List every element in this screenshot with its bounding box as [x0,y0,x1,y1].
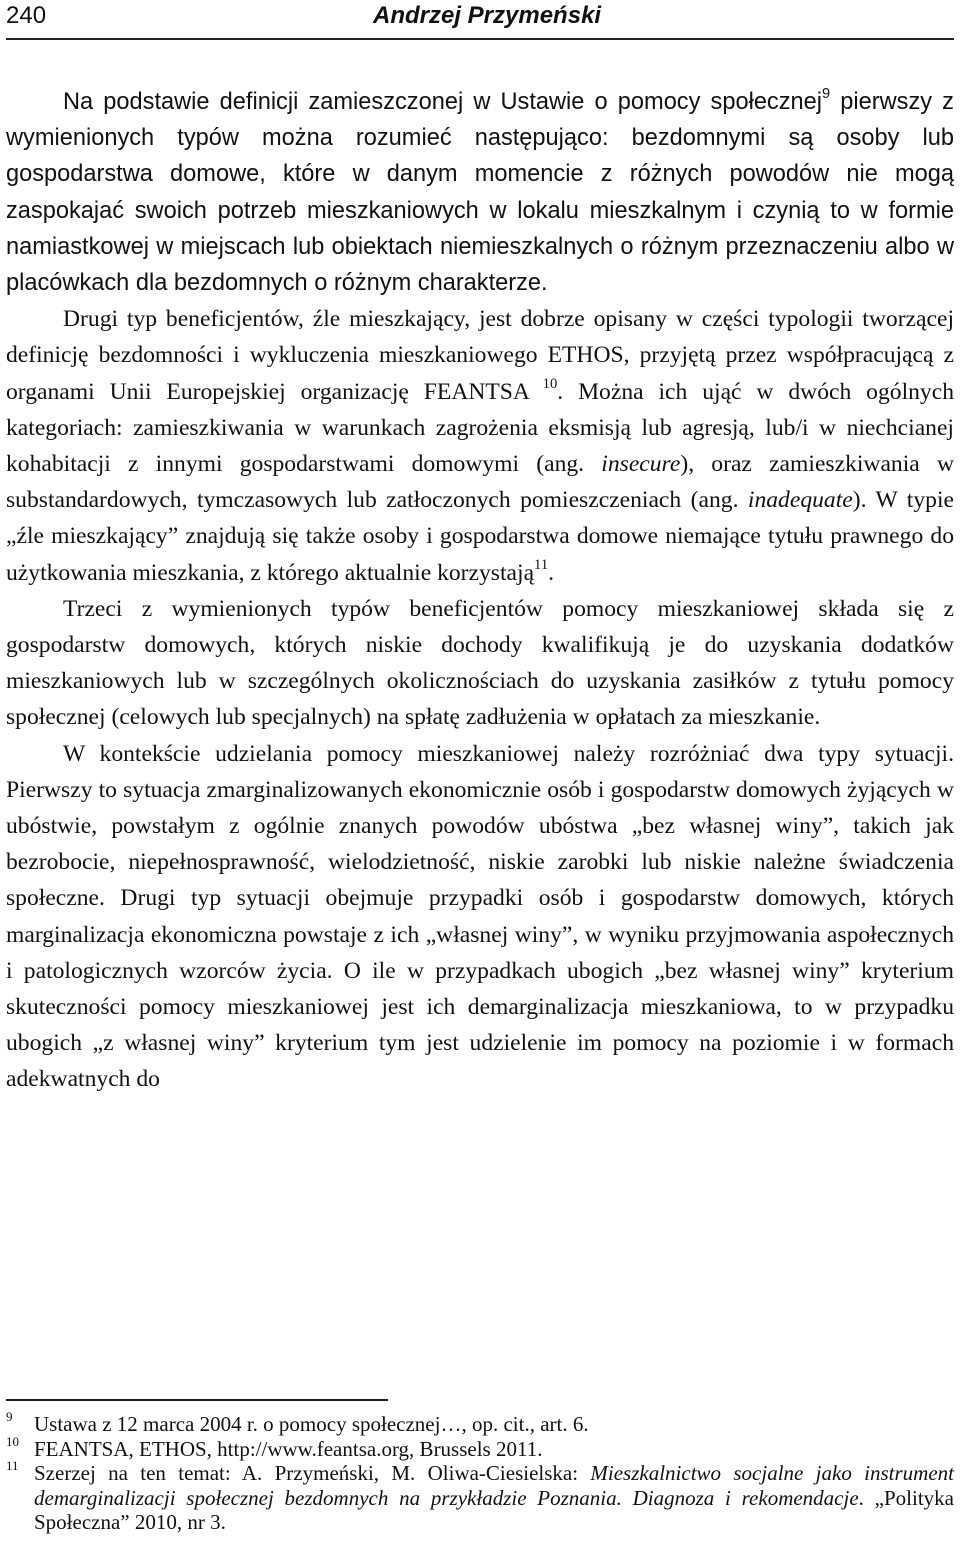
paragraph-2-text: Drugi typ beneficjentów, źle mieszkający, jest dobrze opisany w części typologii tworzącej definicję bezdomności i wykluczenia mieszkaniowego ETHOS, przyjętą przez współpracującą z organami Unii Europejskiej organizację FEANTSA [6,306,954,405]
paragraph-2-text-cont: . Można ich ująć w dwóch ogólnych kategoriach: zamieszkiwania w warunkach zagrożenia eksmisją lub agresją, lub/i w niechcianej kohabitacji z innymi gospodarstwami domowymi (ang. [6,378,954,478]
footnote-ref-9[interactable]: 9 [822,86,831,103]
footnote-10: 10 FEANTSA, ETHOS, http://www.feantsa.org, Brussels 2011. [6,1433,543,1461]
footnote-ref-11[interactable]: 11 [534,556,549,573]
term-inadequate: inadequate [747,487,853,514]
paragraph-4: W kontekście udzielania pomocy mieszkaniowej należy rozróżniać dwa typy sytuacji. Pierwszy to sytuacja zmarginalizowanych ekonomicznie osób i gospodarstw domowych żyjących w ubóstwie, powstałym z ogólnie znanych powodów ubóstwa „bez własnej winy”, takich jak bezrobocie, niepełnosprawność, wielodzietność, niskie zarobki lub niskie należne świadczenia społeczne. Drugi typ sytuacji obejmuje przypadki osób i gospodarstw domowych, których marginalizacja ekonomiczna powstaje z ich „własnej winy”, w wyniku przyjmowania aspołecznych i patologicznych wzorców życia. O ile w przypadkach ubogich „bez własnej winy” kryterium skuteczności pomocy mieszkaniowej jest ich demarginalizacja mieszkaniowa, to w przypadku ubogich „z własnej winy” kryterium tym jest udzielenie im pomocy na poziomie i w formach adekwatnych do [6,740,954,1093]
paragraph-1-text: Na podstawie definicji zamieszczonej w Ustawie o pomocy społecznej [63,89,823,115]
footnote-book-title: Mieszkalnictwo socjalne jako instrument demarginalizacji społecznej bezdomnych na przykładzie Poznania. Diagnoza i rekomendacje [34,1461,954,1510]
footnote-text: Szerzej na ten temat: A. Przymeński, M. Oliwa-Ciesielska: [34,1461,591,1485]
term-insecure: insecure [601,451,681,478]
paragraph-1 [6,84,954,301]
page-header [6,0,954,40]
footnote-text: FEANTSA, ETHOS, http://www.feantsa.org, Brussels 2011. [34,1436,543,1461]
footnote-11: 11 Szerzej na ten temat: A. Przymeński, M. Oliwa-Ciesielska: Mieszkalnictwo socjalne jako instrument demarginalizacji społecznej bezdomnych na przykładzie Poznania. Diagnoza i rekomendacje. „Polityka Społeczna” 2010, nr 3. [6,1458,954,1534]
footnote-ref-10[interactable]: 10 [529,375,558,392]
paragraph-2-text-end: . [548,559,555,586]
paragraph-3: Trzeci z wymienionych typów beneficjentów pomocy mieszkaniowej składa się z gospodarstw domowych, których niskie dochody kwalifikują je do uzyskania dodatków mieszkaniowych lub w szczególnych okolicznościach do uzyskania zasiłków z tytułu pomocy społecznej (celowych lub specjalnych) na spłatę zadłużenia w opłatach za mieszkanie. [6,595,954,731]
paragraph-2-text-cont-2: ), oraz zamieszkiwania w substandardowych, tymczasowych lub zatłoczonych pomieszczeniach (ang. [6,451,954,514]
running-head-author: Andrzej Przymeński [373,2,602,29]
page-number: 240 [6,2,47,29]
paragraph-2 [6,301,954,591]
paragraph-1-text-cont: pierwszy z wymienionych typów można rozumieć następująco: bezdomnymi są osoby lub gospodarstwa domowe, które w danym momencie z różnych powodów nie mogą zaspokajać swoich potrzeb mieszkaniowych w lokalu mieszkalnym i czynią to w formie namiastkowej w miejscach lub obiektach niemieszkalnych o różnym przeznaczeniu albo w placówkach dla bezdomnych o różnym charakterze. [6,89,954,297]
footnote-9: 9 Ustawa z 12 marca 2004 r. o pomocy społecznej…, op. cit., art. 6. [6,1409,589,1436]
body-text [6,84,954,1098]
footnote-text-end: . „Polityka Społeczna” 2010, nr 3. [34,1485,954,1534]
footnotes [6,1409,954,1535]
footnote-text: Ustawa z 12 marca 2004 r. o pomocy społecznej…, op. cit., art. 6. [34,1412,589,1436]
header-rule [6,38,954,40]
paragraph-2-text-cont-3: ). W typie „źle mieszkający” znajdują się także osoby i gospodarstwa domowe niemające tytułu prawnego do użytkowania mieszkania, z którego aktualnie korzystają [6,487,954,586]
footnote-separator [6,1399,388,1401]
